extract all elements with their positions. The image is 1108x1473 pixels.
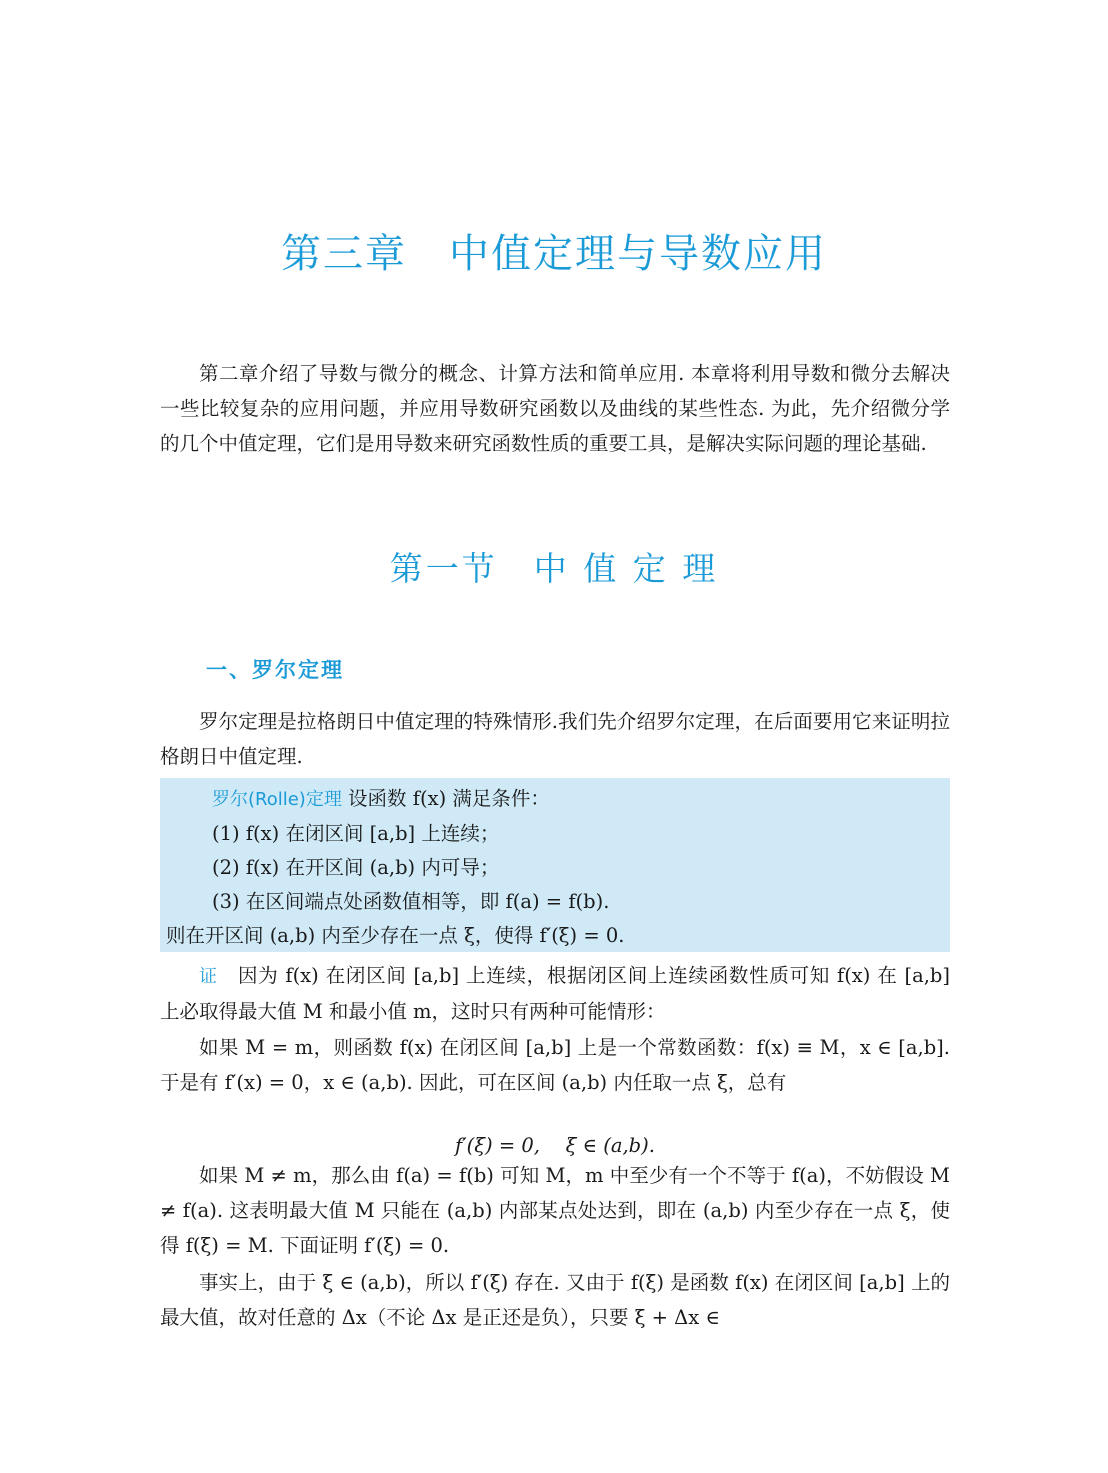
proof-paragraph-4: 事实上，由于 ξ ∈ (a,b)，所以 f′(ξ) 存在. 又由于 f(ξ) 是函数 f(x) 在闭区间 [a,b] 上的最大值，故对任意的 Δx（不论 Δx 是正还是负），只要 ξ + Δx ∈ (160, 1271, 950, 1329)
chapter-title: 第三章 中值定理与导数应用 (281, 231, 827, 277)
theorem-condition-1: (1) f(x) 在闭区间 [a,b] 上连续； (212, 822, 500, 845)
intro-paragraph: 第二章介绍了导数与微分的概念、计算方法和简单应用. 本章将利用导数和微分去解决一些比较复杂的应用问题，并应用导数研究函数以及曲线的某些性态. 为此，先介绍微分学的几个中值定理，它们是用导数来研究函数性质的重要工具，是解决实际问题的理论基础. (160, 362, 950, 455)
theorem-statement: 设函数 f(x) 满足条件： (348, 787, 550, 810)
proof-paragraph-1-text: 因为 f(x) 在闭区间 [a,b] 上连续，根据闭区间上连续函数性质可知 f(x) 在 [a,b] 上必取得最大值 M 和最小值 m，这时只有两种可能情形： (160, 964, 950, 1023)
theorem-condition-3: (3) 在区间端点处函数值相等，即 f(a) = f(b). (212, 890, 610, 913)
proof-paragraph-3: 如果 M ≠ m，那么由 f(a) = f(b) 可知 M，m 中至少有一个不等于 f(a)，不妨假设 M ≠ f(a). 这表明最大值 M 只能在 (a,b) 内部某点处达到，即在 (a,b) 内至少存在一点 ξ，使得 f(ξ) = M. 下面证明 f′(ξ) = 0. (160, 1164, 950, 1257)
theorem-name: 罗尔(Rolle)定理 (212, 789, 342, 810)
theorem-heading-line (166, 782, 944, 817)
proof-label: 证 (199, 966, 218, 987)
rolle-theorem-box (160, 778, 950, 952)
section-title: 第一节 中 值 定 理 (389, 549, 719, 588)
subsection-title: 一、罗尔定理 (206, 658, 344, 682)
theorem-conclusion: 则在开区间 (a,b) 内至少存在一点 ξ，使得 f′(ξ) = 0. (166, 924, 625, 947)
proof-formula: f′(ξ) = 0, ξ ∈ (a,b). (455, 1134, 655, 1157)
proof-paragraph-2: 如果 M = m，则函数 f(x) 在闭区间 [a,b] 上是一个常数函数：f(x) ≡ M，x ∈ [a,b]. 于是有 f′(x) = 0，x ∈ (a,b). 因此，可在区间 (a,b) 内任取一点 ξ，总有 (160, 1036, 950, 1094)
theorem-condition-2: (2) f(x) 在开区间 (a,b) 内可导； (212, 856, 500, 879)
proof-paragraph-1 (160, 958, 950, 1029)
rolle-intro-paragraph: 罗尔定理是拉格朗日中值定理的特殊情形.我们先介绍罗尔定理，在后面要用它来证明拉格朗日中值定理. (160, 710, 950, 768)
